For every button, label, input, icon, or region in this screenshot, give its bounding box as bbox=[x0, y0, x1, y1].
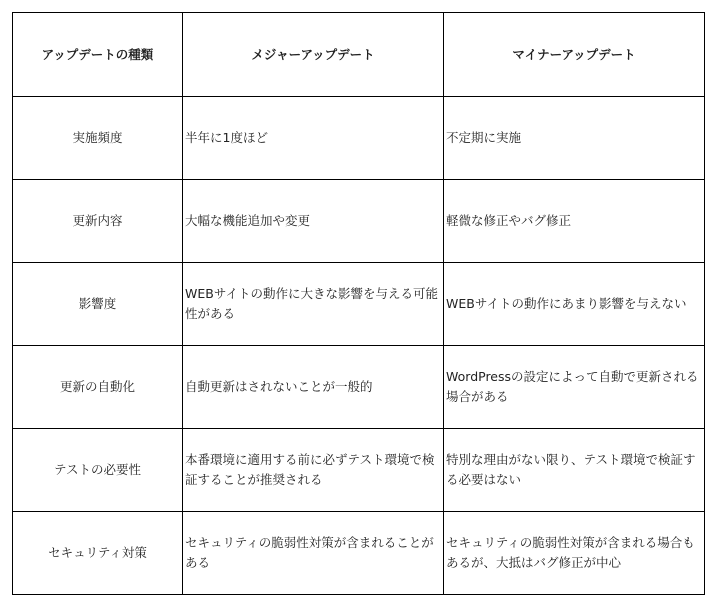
header-update-type: アップデートの種類 bbox=[13, 13, 183, 97]
table-header-row bbox=[13, 13, 705, 97]
row-label: 影響度 bbox=[13, 263, 183, 346]
header-minor-update: マイナーアップデート bbox=[444, 13, 705, 97]
minor-cell: セキュリティの脆弱性対策が含まれる場合もあるが、大抵はバグ修正が中心 bbox=[444, 512, 705, 595]
major-cell: 本番環境に適用する前に必ずテスト環境で検証することが推奨される bbox=[183, 429, 444, 512]
major-cell: WEBサイトの動作に大きな影響を与える可能性がある bbox=[183, 263, 444, 346]
table-row bbox=[13, 180, 705, 263]
major-cell: 自動更新はされないことが一般的 bbox=[183, 346, 444, 429]
row-label: 更新の自動化 bbox=[13, 346, 183, 429]
header-major-update: メジャーアップデート bbox=[183, 13, 444, 97]
comparison-table bbox=[12, 12, 705, 595]
minor-cell: 特別な理由がない限り、テスト環境で検証する必要はない bbox=[444, 429, 705, 512]
minor-cell: WordPressの設定によって自動で更新される場合がある bbox=[444, 346, 705, 429]
minor-cell: WEBサイトの動作にあまり影響を与えない bbox=[444, 263, 705, 346]
minor-cell: 不定期に実施 bbox=[444, 97, 705, 180]
major-cell: 半年に1度ほど bbox=[183, 97, 444, 180]
row-label: 実施頻度 bbox=[13, 97, 183, 180]
table-row bbox=[13, 346, 705, 429]
major-cell: 大幅な機能追加や変更 bbox=[183, 180, 444, 263]
major-cell: セキュリティの脆弱性対策が含まれることがある bbox=[183, 512, 444, 595]
row-label: テストの必要性 bbox=[13, 429, 183, 512]
row-label: 更新内容 bbox=[13, 180, 183, 263]
table-row bbox=[13, 429, 705, 512]
minor-cell: 軽微な修正やバグ修正 bbox=[444, 180, 705, 263]
table-row bbox=[13, 512, 705, 595]
row-label: セキュリティ対策 bbox=[13, 512, 183, 595]
table-row bbox=[13, 263, 705, 346]
table-row bbox=[13, 97, 705, 180]
